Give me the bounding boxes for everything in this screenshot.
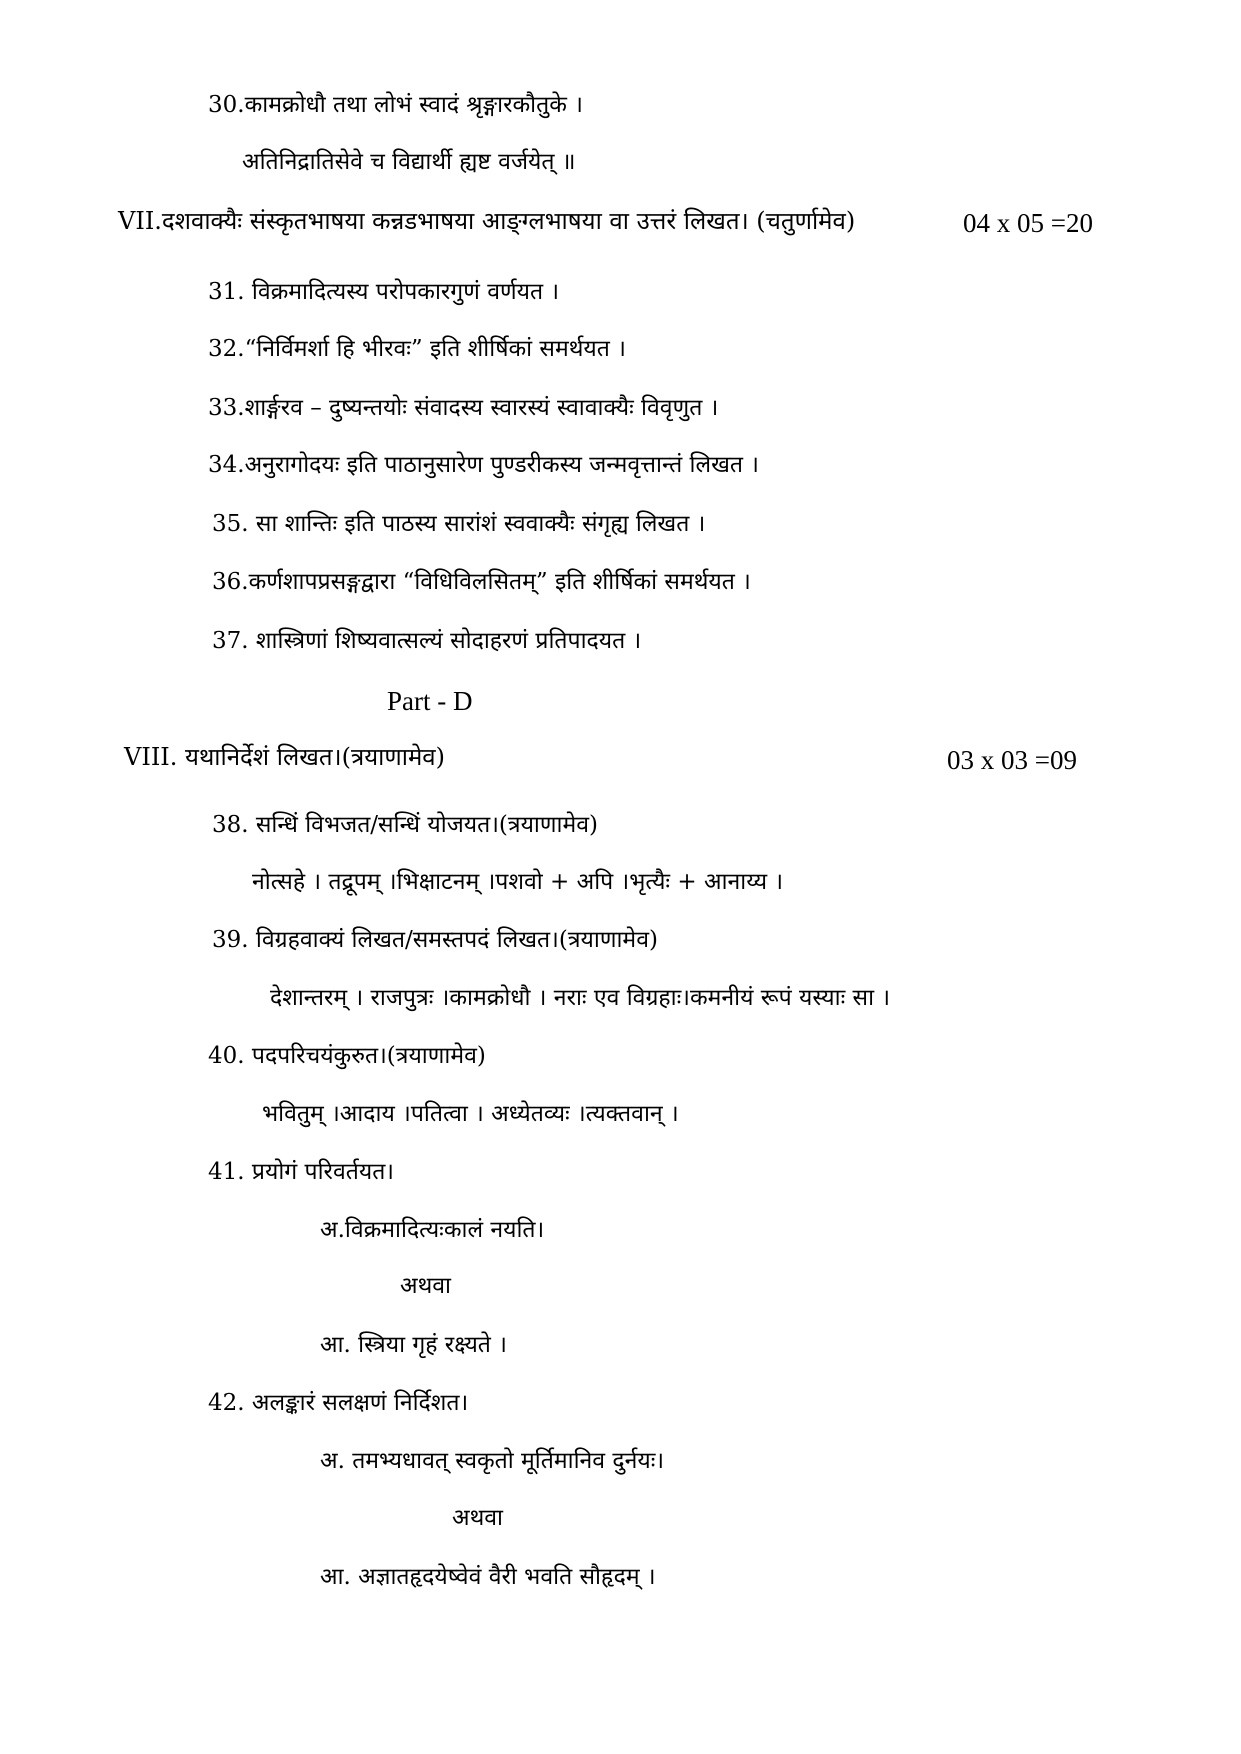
question-40-items: भवितुम् ।आदाय ।पतित्वा । अध्येतव्यः ।त्यक्तवान् । <box>262 1101 679 1127</box>
question-42-option-b: आ. अज्ञातहृदयेष्वेवं वैरी भवति सौहृदम् । <box>320 1564 656 1590</box>
question-38: 38. सन्धिं विभजत/सन्धिं योजयत।(त्रयाणामेव) <box>212 812 598 838</box>
q30-line-2: अतिनिद्रातिसेवे च विद्यार्थी ह्यष्ट वर्जयेत् ॥ <box>242 149 576 175</box>
section-vii-marks: 04 x 05 =20 <box>963 208 1093 238</box>
question-39: 39. विग्रहवाक्यं लिखत/समस्तपदं लिखत।(त्रयाणामेव) <box>212 927 658 953</box>
question-41-option-a: अ.विक्रमादित्यःकालं नयति। <box>320 1217 545 1243</box>
question-39-items: देशान्तरम् । राजपुत्रः ।कामक्रोधौ । नराः एव विग्रहाः।कमनीयं रूपं यस्याः सा । <box>270 985 891 1011</box>
question-33: 33.शार्ङ्गरव – दुष्यन्तयोः संवादस्य स्वारस्यं स्वावाक्यैः विवृणुत । <box>208 395 719 421</box>
section-vii-heading: VII.दशवाक्यैः संस्कृतभाषया कन्नडभाषया आङ्ग्लभाषया वा उत्तरं लिखत। (चतुर्णामेव) <box>118 207 856 235</box>
question-32: 32.“निर्विमर्शा हि भीरवः” इति शीर्षिकां समर्थयत । <box>208 336 626 362</box>
question-31: 31. विक्रमादित्यस्य परोपकारगुणं वर्णयत । <box>208 279 560 305</box>
question-41-or: अथवा <box>400 1273 452 1299</box>
question-38-items: नोत्सहे । तद्रूपम् ।भिक्षाटनम् ।पशवो + अपि ।भृत्यैः + आनाय्य । <box>252 869 784 895</box>
question-42-or: अथवा <box>452 1505 504 1531</box>
question-40: 40. पदपरिचयंकुरुत।(त्रयाणामेव) <box>208 1043 486 1069</box>
q30-line-1: 30.कामक्रोधौ तथा लोभं स्वादं श्रृङ्गारकौतुके । <box>208 92 583 118</box>
question-42-option-a: अ. तमभ्यधावत् स्वकृतो मूर्तिमानिव दुर्नयः। <box>320 1448 665 1474</box>
section-viii-marks: 03 x 03 =09 <box>947 745 1077 775</box>
section-viii-heading: VIII. यथानिर्देशं लिखत।(त्रयाणामेव) <box>124 743 446 771</box>
question-36: 36.कर्णशापप्रसङ्गद्वारा “विधिविलसितम्” इति शीर्षिकां समर्थयत । <box>212 569 751 595</box>
question-37: 37. शास्त्रिणां शिष्यवात्सल्यं सोदाहरणं प्रतिपादयत । <box>212 628 642 654</box>
question-41-option-b: आ. स्त्रिया गृहं रक्ष्यते । <box>320 1332 507 1358</box>
part-d-title: Part - D <box>387 686 473 716</box>
question-41: 41. प्रयोगं परिवर्तयत। <box>208 1159 395 1185</box>
question-34: 34.अनुरागोदयः इति पाठानुसारेण पुण्डरीकस्य जन्मवृत्तान्तं लिखत । <box>208 452 760 478</box>
question-35: 35. सा शान्तिः इति पाठस्य सारांशं स्ववाक्यैः संगृह्य लिखत । <box>212 511 706 537</box>
question-42: 42. अलङ्कारं सलक्षणं निर्दिशत। <box>208 1390 469 1416</box>
